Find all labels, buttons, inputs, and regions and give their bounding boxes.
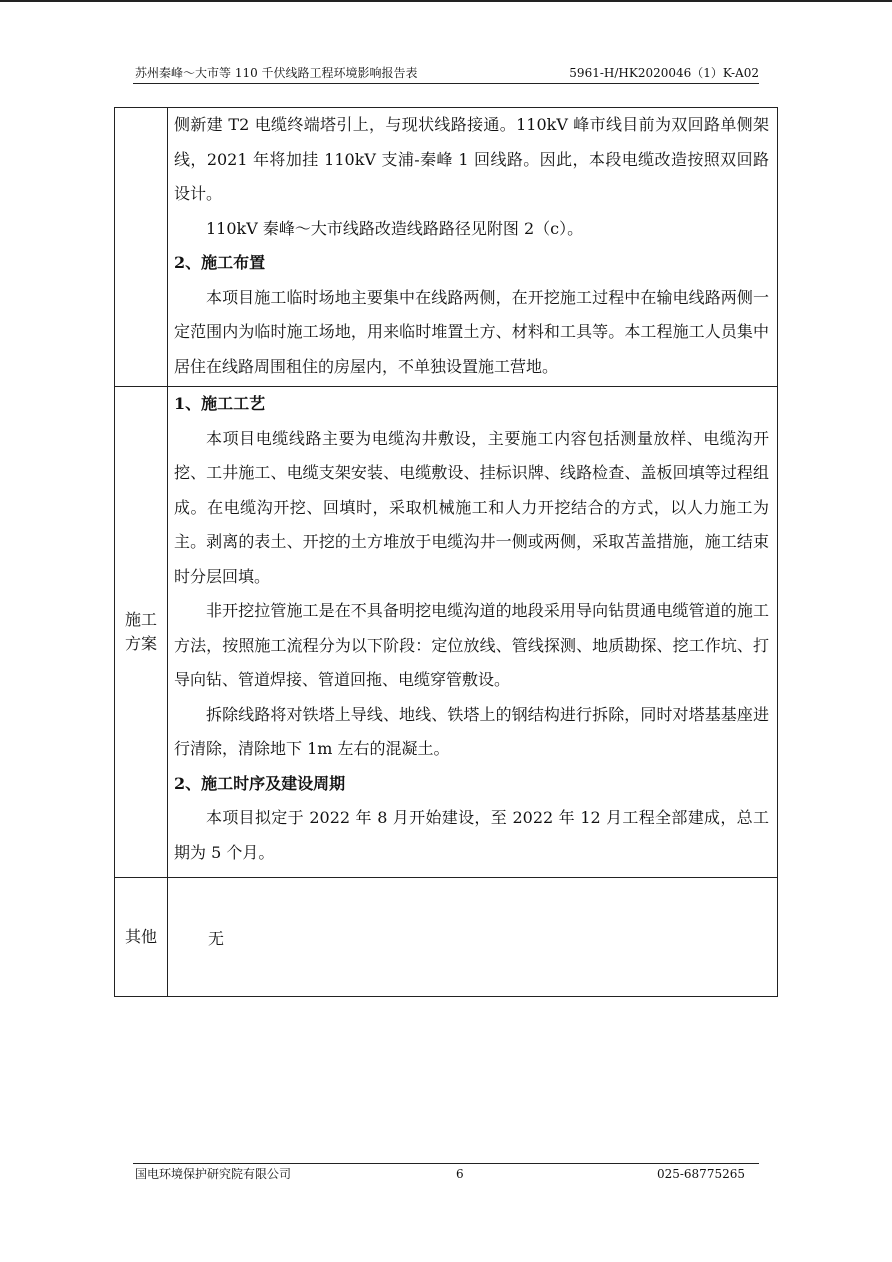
page-footer	[133, 1165, 759, 1183]
heading-construction-process: 1、施工工艺	[174, 394, 266, 413]
table-row-construction-layout	[115, 108, 778, 387]
heading-construction-layout: 2、施工布置	[174, 253, 266, 272]
row-content-other: 无	[168, 878, 778, 997]
paragraph-route-continuation: 侧新建 T2 电缆终端塔引上，与现状线路接通。110kV 峰市线目前为双回路单侧架线，2021 年将加挂 110kV 支浦-秦峰 1 回线路。因此，本段电缆改造按照双回路设计。	[174, 115, 769, 203]
page-header	[133, 64, 759, 82]
label-line-1: 施工	[124, 610, 157, 629]
row-content-construction-plan	[168, 387, 778, 878]
page-number: 6	[456, 1167, 464, 1181]
row-content-layout	[168, 108, 778, 387]
row-label-empty	[115, 108, 168, 387]
paragraph-demolition: 拆除线路将对铁塔上导线、地线、铁塔上的钢结构进行拆除，同时对塔基基座进行清除，清除地下 1m 左右的混凝土。	[174, 704, 769, 758]
header-title: 苏州秦峰～大市等 110 千伏线路工程环境影响报告表	[135, 66, 418, 80]
heading-schedule: 2、施工时序及建设周期	[174, 773, 346, 793]
table-row-construction-plan	[115, 387, 778, 878]
header-doc-code: 5961-H/HK2020046（1）K-A02	[569, 66, 759, 80]
paragraph-construction-layout: 本项目施工临时场地主要集中在线路两侧，在开挖施工过程中在输电线路两侧一定范围内为临时施工场地，用来临时堆置土方、材料和工具等。本工程施工人员集中居住在线路周围租住的房屋内，不单独设置施工营地。	[174, 287, 769, 376]
row-label-other: 其他	[115, 878, 168, 997]
header-rule	[133, 83, 759, 84]
top-border	[0, 0, 892, 2]
footer-phone: 025-68775265	[656, 1167, 745, 1181]
footer-org: 国电环境保护研究院有限公司	[135, 1167, 292, 1181]
paragraph-trenchless: 非开挖拉管施工是在不具备明挖电缆沟道的地段采用导向钻贯通电缆管道的施工方法，按照施工流程分为以下阶段：定位放线、管线探测、地质勘探、挖工作坑、打导向钻、管道焊接、管道回拖、电缆穿管敷设。	[174, 601, 769, 689]
paragraph-schedule: 本项目拟定于 2022 年 8 月开始建设，至 2022 年 12 月工程全部建成，总工期为 5 个月。	[174, 808, 769, 862]
footer-rule	[133, 1163, 759, 1164]
paragraph-route-figure-ref: 110kV 秦峰～大市线路改造线路路径见附图 2（c）。	[206, 218, 584, 238]
report-table	[114, 107, 778, 997]
table-row-other	[115, 878, 778, 997]
label-line-2: 方案	[124, 634, 157, 653]
paragraph-cable-trench: 本项目电缆线路主要为电缆沟井敷设，主要施工内容包括测量放样、电缆沟开挖、工井施工、电缆支架安装、电缆敷设、挂标识牌、线路检查、盖板回填等过程组成。在电缆沟开挖、回填时，采取机械施工和人力开挖结合的方式，以人力施工为主。剥离的表土、开挖的土方堆放于电缆沟井一侧或两侧，采取苫盖措施，施工结束时分层回填。	[174, 428, 769, 586]
row-label-construction-plan	[115, 387, 168, 878]
